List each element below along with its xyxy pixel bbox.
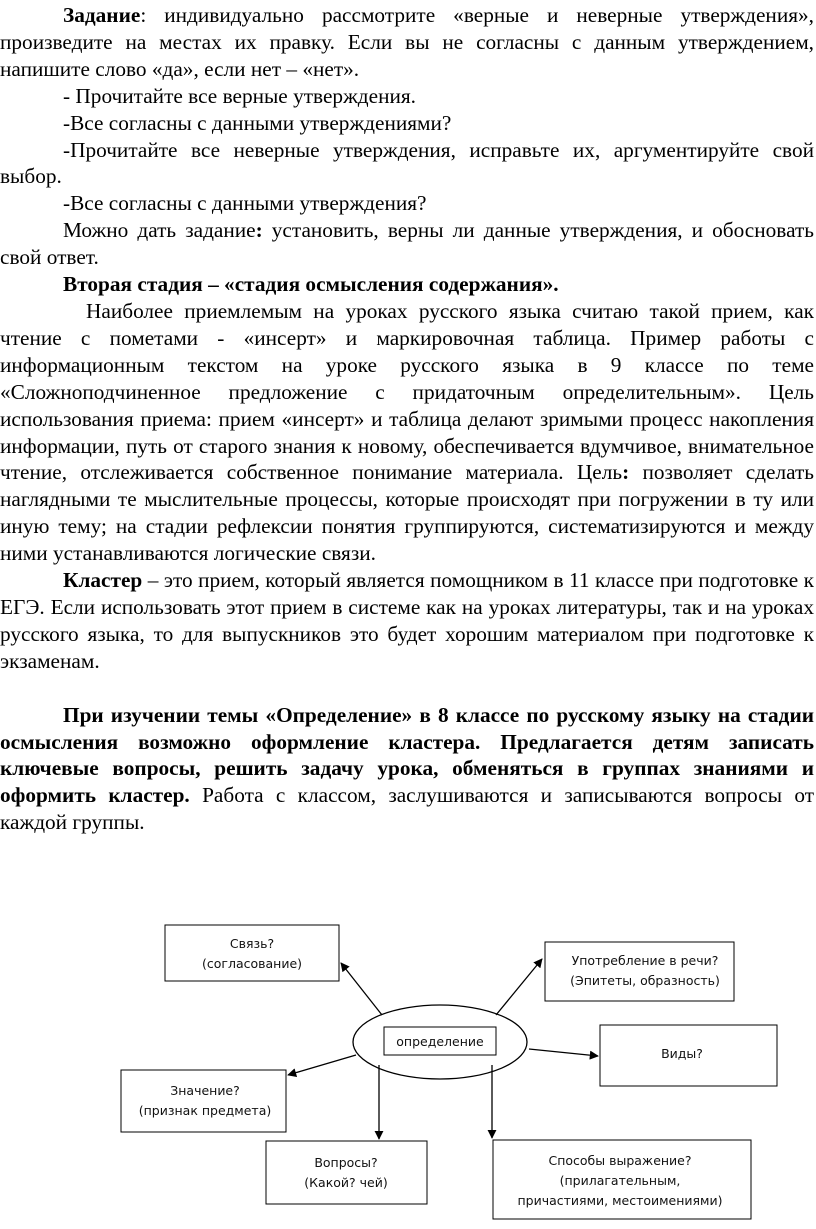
node-means-sub1: (прилагательным, — [559, 1173, 681, 1188]
node-means-sub2: причастиями, местоимениями) — [517, 1193, 723, 1208]
node-usage-sub: (Эпитеты, образность) — [570, 973, 720, 988]
node-meaning-title: Значение? — [170, 1083, 240, 1098]
step-4: -Все согласны с данными утверждения? — [63, 191, 427, 216]
insert-paragraph — [0, 298, 814, 567]
node-meaning — [121, 1070, 286, 1132]
cluster-term: Кластер — [63, 568, 143, 593]
grade8-paragraph — [0, 702, 814, 837]
document-text — [0, 2, 814, 836]
node-link-sub: (согласование) — [201, 956, 303, 971]
paragraph-gap — [0, 675, 814, 702]
arrow-to-usage — [496, 959, 542, 1015]
cluster-diagram — [0, 915, 816, 1229]
cluster-diagram-svg — [0, 915, 816, 1229]
arrow-to-link — [341, 963, 382, 1015]
task-alt-part1: Можно дать задание — [63, 218, 256, 243]
arrow-to-meaning — [288, 1055, 356, 1075]
task-alt-paragraph — [0, 217, 814, 271]
task-paragraph — [0, 2, 814, 83]
step-1: - Прочитайте все верные утверждения. — [63, 83, 416, 108]
task-heading: Задание — [63, 3, 141, 27]
cluster-text: – это прием, который является помощником в 11 классе при подготовке к ЕГЭ. Если использовать этот прием в системе как на уроках литературы, так и на уроках русского языка, то для выпускников это будет хорошим материалом при подготовке к экзаменам. — [0, 568, 814, 673]
node-questions — [266, 1141, 427, 1204]
task-alt-part2: установить, верны ли данные утверждения, и обосновать свой ответ. — [0, 218, 814, 270]
node-link-title: Связь? — [229, 936, 275, 951]
arrow-to-types — [529, 1049, 598, 1056]
cluster-paragraph — [0, 567, 814, 675]
insert-text-tail: позволяет сделать наглядными те мыслительные процессы, которые происходят при погружении в ту или иную тему; на стадии рефлексии понятия группируются, систематизируются и между ними устанавливаются логические связи. — [0, 460, 814, 566]
node-types-title: Виды? — [661, 1046, 703, 1061]
insert-text: Наиболее приемлемым на уроках русского языка считаю такой прием, как чтение с пометами - «инсерт» и маркировочная таблица. Пример работы с информационным текстом на уроке русского языка в 9 классе по теме «Сложноподчиненное предложение с придаточным определительным». Цель использования приема: прием «инсерт» и таблица делают зримыми процесс накопления информации, путь от старого знания к новому, обеспечивается вдумчивое, внимательное чтение, отслеживается собственное понимание материала. Цель — [0, 298, 814, 485]
node-questions-title: Вопросы? — [314, 1155, 378, 1170]
step-2: -Все согласны с данными утверждениями? — [63, 110, 452, 135]
node-questions-sub: (Какой? чей) — [304, 1175, 388, 1190]
node-usage-title: Употребление в речи? — [571, 953, 719, 968]
insert-colon: : — [622, 460, 630, 485]
center-label: определение — [396, 1034, 484, 1049]
step-3: -Прочитайте все неверные утверждения, исправьте их, аргументируйте свой выбор. — [0, 137, 814, 189]
grade8-bold: При изучении темы «Определение» в 8 классе по русскому языку на стадии осмысления возможно оформление кластера. Предлагается детям записать ключевые вопросы, решить задачу урока, обменяться в группах знаниями и оформить кластер. — [0, 702, 814, 808]
node-meaning-sub: (признак предмета) — [138, 1103, 272, 1118]
grade8-plain: Работа с классом, заслушиваются и записываются вопросы от каждой группы. — [0, 783, 815, 835]
node-means-title: Способы выражение? — [548, 1153, 692, 1168]
node-link — [165, 925, 339, 981]
stage2-heading: Вторая стадия – «стадия осмысления содержания». — [63, 272, 559, 297]
task-text: : индивидуально рассмотрите «верные и неверные утверждения», произведите на местах их правку. Если вы не согласны с данным утверждением, напишите слово «да», если нет – «нет». — [0, 3, 814, 81]
node-usage — [545, 942, 734, 1001]
task-alt-colon: : — [255, 218, 263, 243]
